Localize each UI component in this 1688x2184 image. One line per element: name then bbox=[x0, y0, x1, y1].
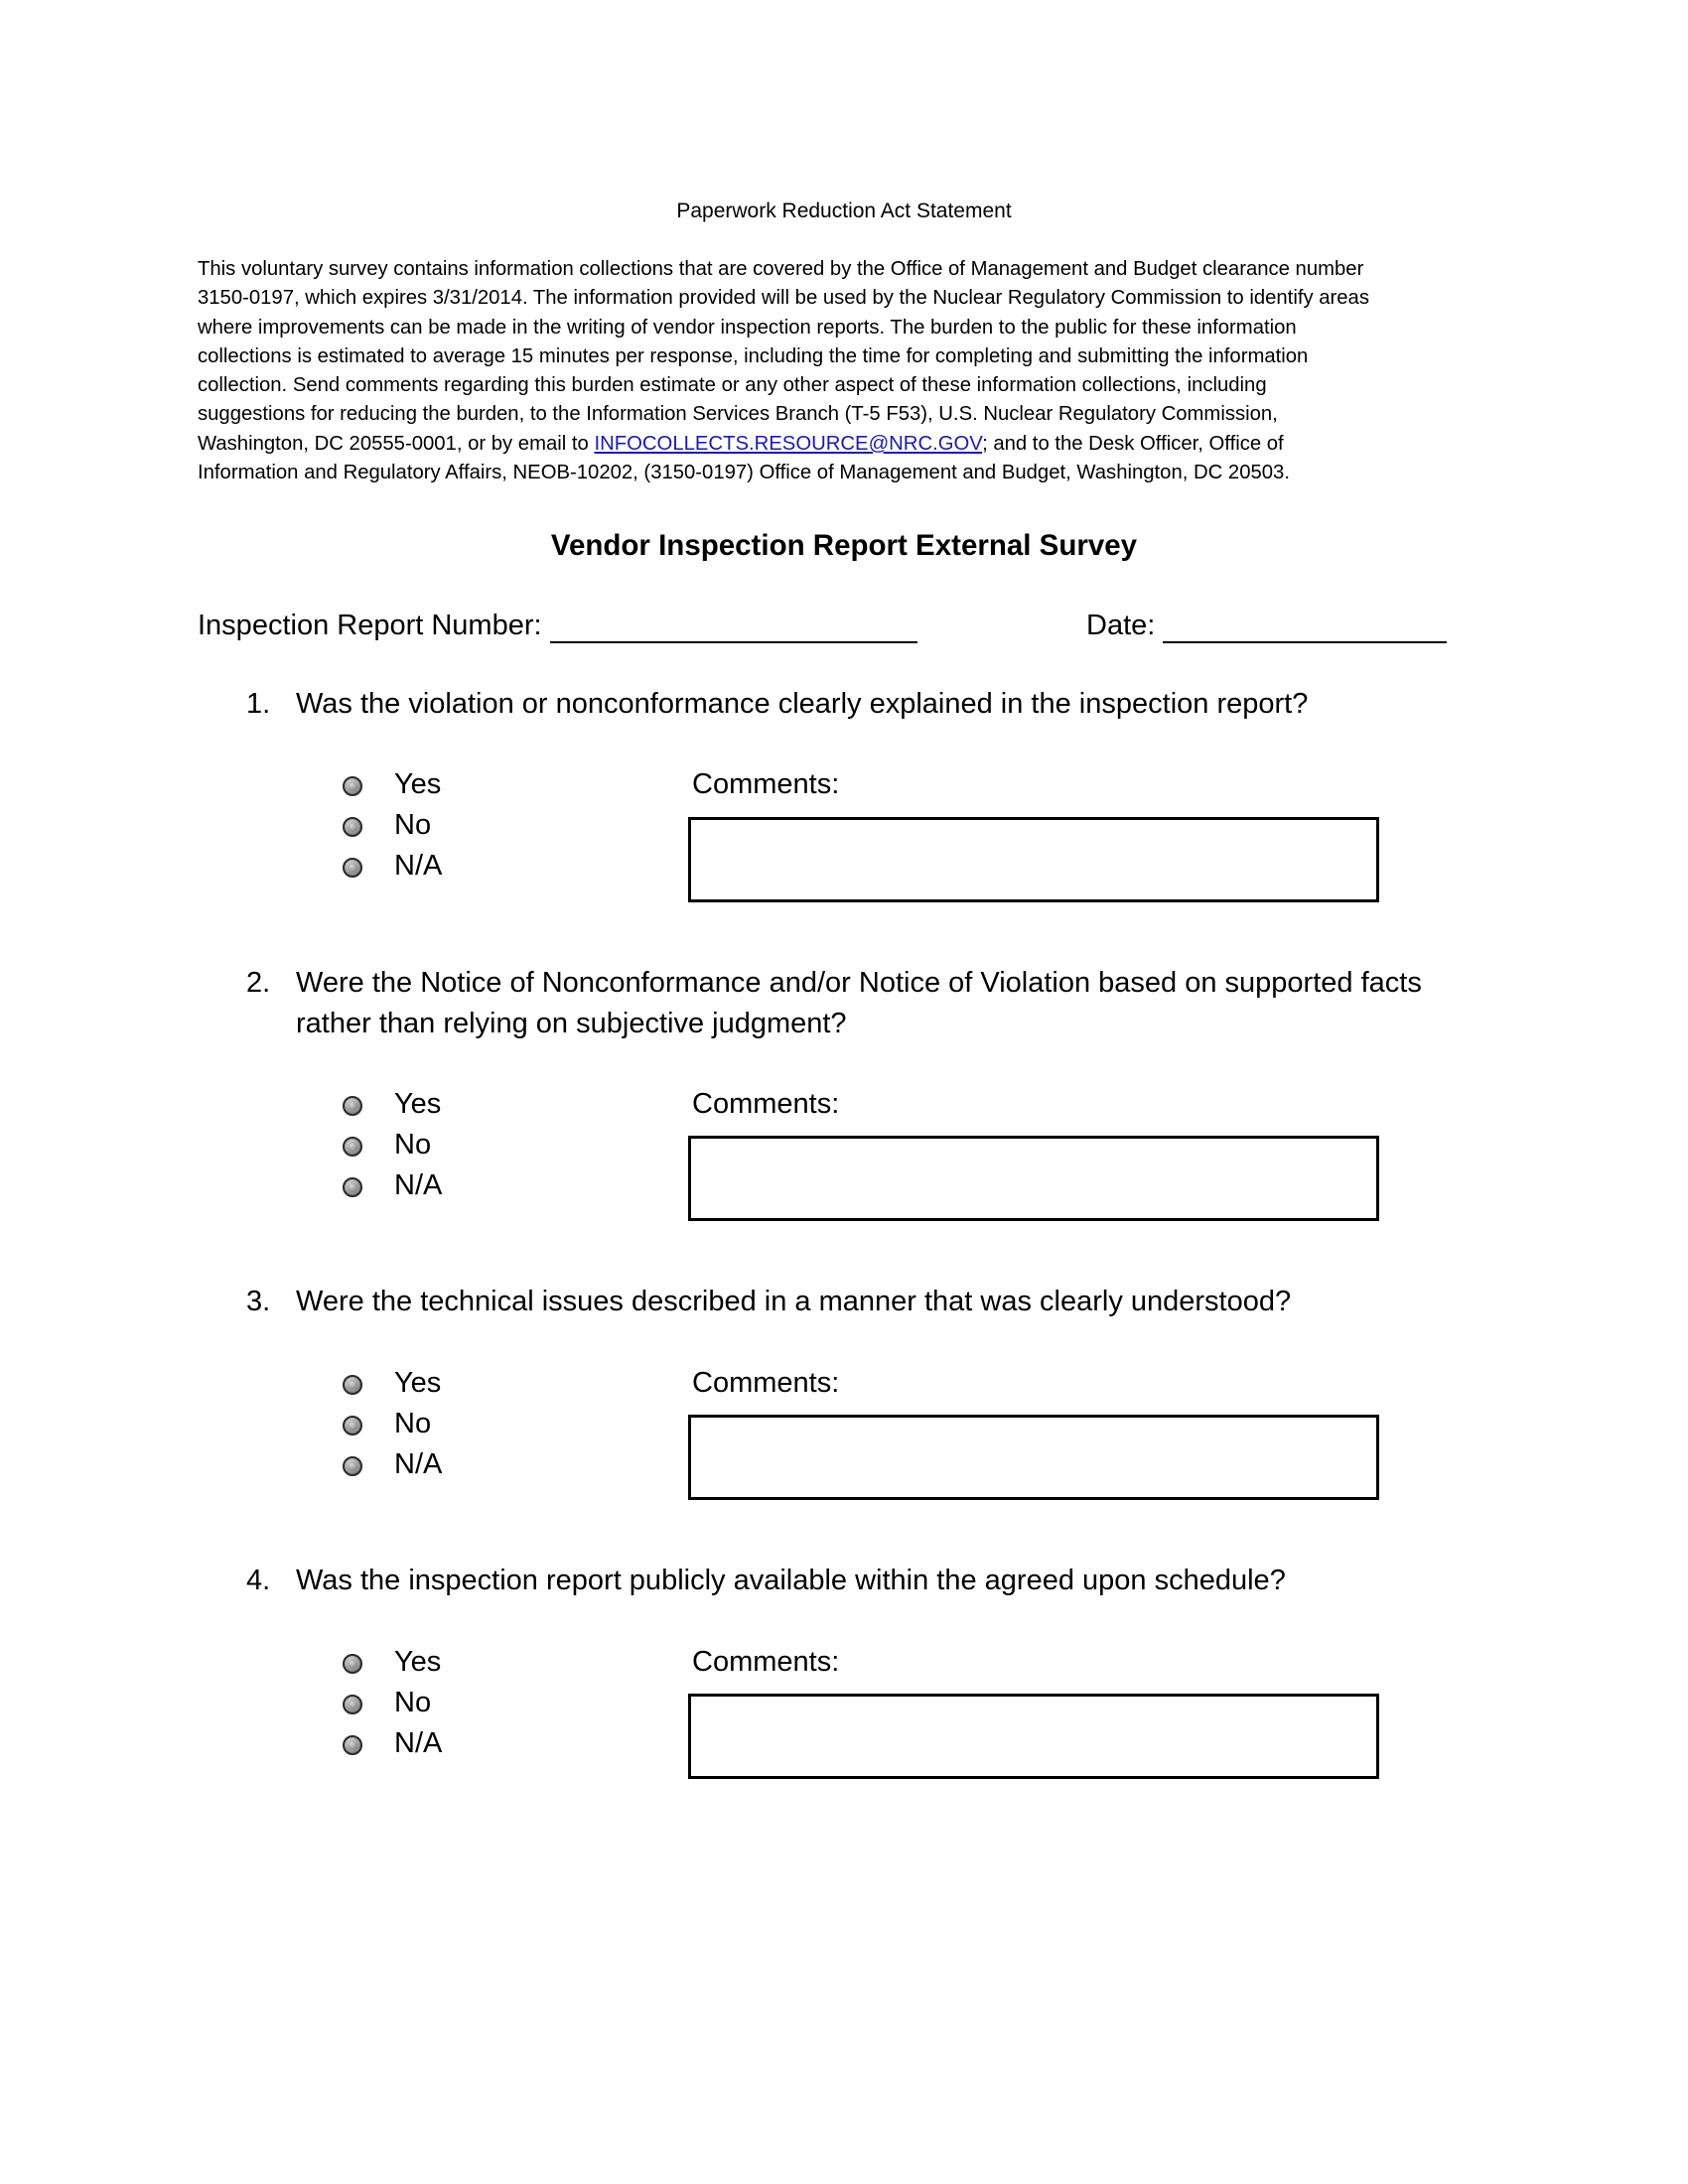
radio-button[interactable] bbox=[343, 817, 362, 837]
comments-input[interactable] bbox=[688, 1136, 1379, 1221]
radio-button[interactable] bbox=[343, 1456, 362, 1476]
option-label: N/A bbox=[394, 1448, 443, 1480]
radio-button[interactable] bbox=[343, 1177, 362, 1197]
comments-label: Comments: bbox=[692, 1367, 840, 1399]
option-label: Yes bbox=[394, 768, 442, 800]
option-label: No bbox=[394, 1129, 432, 1160]
radio-button[interactable] bbox=[343, 1416, 362, 1435]
pra-title: Paperwork Reduction Act Statement bbox=[676, 200, 1012, 222]
pra-line: Information and Regulatory Affairs, NEOB-10202, (3150-0197) Office of Management and Budget, Washington, DC 20503. bbox=[198, 462, 1290, 484]
radio-button[interactable] bbox=[343, 1695, 362, 1714]
question-number: 4. bbox=[246, 1565, 271, 1596]
question-text: Were the technical issues described in a manner that was clearly understood? bbox=[296, 1286, 1292, 1317]
comments-label: Comments: bbox=[692, 1646, 840, 1678]
pra-line: collections is estimated to average 15 minutes per response, including the time for completing and submitting the information bbox=[198, 344, 1309, 367]
pra-line: collection. Send comments regarding this burden estimate or any other aspect of these information collections, including bbox=[198, 374, 1267, 397]
pra-line: 3150-0197, which expires 3/31/2014. The information provided will be used by the Nuclear Regulatory Commission to identify areas bbox=[198, 287, 1369, 310]
email-link[interactable]: INFOCOLLECTS.RESOURCE@NRC.GOV bbox=[594, 432, 983, 455]
option-label: Yes bbox=[394, 1367, 442, 1399]
option-label: No bbox=[394, 809, 432, 841]
radio-button[interactable] bbox=[343, 1375, 362, 1395]
radio-button[interactable] bbox=[343, 858, 362, 878]
pra-line-email bbox=[198, 430, 1498, 459]
question-text: Were the Notice of Nonconformance and/or Notice of Violation based on supported facts rather than relying on subjective judgment? bbox=[296, 967, 1422, 1039]
comments-label: Comments: bbox=[692, 768, 840, 800]
radio-button[interactable] bbox=[343, 1654, 362, 1674]
date-label: Date: bbox=[1086, 610, 1156, 641]
radio-button[interactable] bbox=[343, 1735, 362, 1755]
question-number: 1. bbox=[246, 688, 271, 720]
pra-line: suggestions for reducing the burden, to the Information Services Branch (T-5 F53), U.S. Nuclear Regulatory Commission, bbox=[198, 403, 1278, 426]
report-number-input[interactable] bbox=[550, 610, 917, 643]
date-field bbox=[1086, 608, 1447, 643]
radio-button[interactable] bbox=[343, 1137, 362, 1157]
report-number-label: Inspection Report Number: bbox=[198, 610, 542, 641]
comments-input[interactable] bbox=[688, 817, 1379, 902]
option-label: N/A bbox=[394, 1727, 443, 1759]
option-label: Yes bbox=[394, 1088, 442, 1120]
radio-button[interactable] bbox=[343, 1096, 362, 1116]
question-number: 2. bbox=[246, 967, 271, 999]
pra-email-prefix: Washington, DC 20555-0001, or by email to bbox=[198, 432, 595, 455]
option-label: No bbox=[394, 1408, 432, 1439]
radio-button[interactable] bbox=[343, 776, 362, 796]
survey-title: Vendor Inspection Report External Survey bbox=[550, 529, 1138, 562]
report-number-field bbox=[198, 608, 917, 643]
option-label: No bbox=[394, 1687, 432, 1718]
option-label: N/A bbox=[394, 850, 443, 882]
question-number: 3. bbox=[246, 1286, 271, 1317]
comments-label: Comments: bbox=[692, 1088, 840, 1120]
pra-email-suffix: ; and to the Desk Officer, Office of bbox=[982, 432, 1284, 455]
pra-line: where improvements can be made in the writing of vendor inspection reports. The burden to the public for these information bbox=[198, 316, 1297, 339]
option-label: N/A bbox=[394, 1169, 443, 1201]
pra-line: This voluntary survey contains information collections that are covered by the Office of Management and Budget clearance number bbox=[198, 258, 1364, 280]
date-input[interactable] bbox=[1163, 610, 1447, 643]
question-text: Was the inspection report publicly available within the agreed upon schedule? bbox=[296, 1565, 1286, 1596]
option-label: Yes bbox=[394, 1646, 442, 1678]
comments-input[interactable] bbox=[688, 1415, 1379, 1500]
comments-input[interactable] bbox=[688, 1694, 1379, 1779]
pra-statement bbox=[198, 255, 1498, 487]
question-text: Was the violation or nonconformance clearly explained in the inspection report? bbox=[296, 688, 1309, 720]
